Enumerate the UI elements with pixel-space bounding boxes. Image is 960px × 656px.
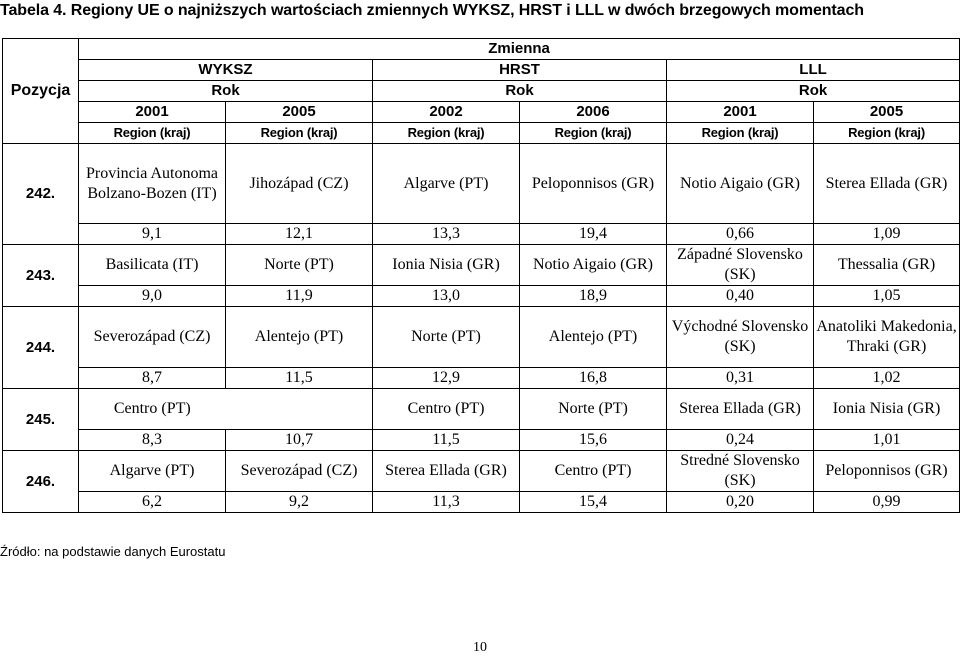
- year-cell: 2005: [226, 102, 373, 123]
- position-cell: 244.: [3, 307, 79, 389]
- position-cell: 245.: [3, 389, 79, 451]
- value-cell: 1,09: [814, 224, 960, 245]
- value-cell: 0,31: [667, 368, 814, 389]
- variable-header: Zmienna: [79, 39, 960, 60]
- value-cell: 1,02: [814, 368, 960, 389]
- region-cell: Basilicata (IT): [79, 245, 226, 286]
- region-cell: Algarve (PT): [373, 144, 520, 224]
- region-cell: Provincia Autonoma Bolzano-Bozen (IT): [79, 144, 226, 224]
- table-row: [3, 368, 960, 389]
- year-label-lll: Rok: [667, 81, 960, 102]
- region-cell: Notio Aigaio (GR): [520, 245, 667, 286]
- region-cell: Sterea Ellada (GR): [667, 389, 814, 430]
- region-cell: Ionia Nisia (GR): [373, 245, 520, 286]
- value-cell: 8,7: [79, 368, 226, 389]
- value-cell: 0,99: [814, 492, 960, 513]
- value-cell: 16,8: [520, 368, 667, 389]
- year-cell: 2001: [667, 102, 814, 123]
- region-header: Region (kraj): [814, 123, 960, 144]
- value-cell: 9,2: [226, 492, 373, 513]
- data-table: [2, 38, 960, 513]
- region-cell: Jihozápad (CZ): [226, 144, 373, 224]
- region-header: Region (kraj): [79, 123, 226, 144]
- value-cell: 6,2: [79, 492, 226, 513]
- value-cell: 11,5: [226, 368, 373, 389]
- value-cell: 12,1: [226, 224, 373, 245]
- region-cell: Thessalia (GR): [814, 245, 960, 286]
- region-cell: Sterea Ellada (GR): [814, 144, 960, 224]
- region-cell: Norte (PT): [373, 307, 520, 368]
- table-title: Tabela 4. Regiony UE o najniższych wartościach zmiennych WYKSZ, HRST i LLL w dwóch brzegowych momentach: [0, 2, 864, 19]
- table-row: [3, 245, 960, 286]
- table-row: [3, 492, 960, 513]
- position-cell: 242.: [3, 144, 79, 245]
- region-cell: Peloponnisos (GR): [520, 144, 667, 224]
- region-cell: Východné Slovensko (SK): [667, 307, 814, 368]
- value-cell: 0,20: [667, 492, 814, 513]
- region-cell: Stredné Slovensko (SK): [667, 451, 814, 492]
- value-cell: 13,3: [373, 224, 520, 245]
- region-cell: Norte (PT): [226, 245, 373, 286]
- value-cell: 1,05: [814, 286, 960, 307]
- position-cell: 246.: [3, 451, 79, 513]
- value-cell: 11,3: [373, 492, 520, 513]
- region-cell: Alentejo (PT): [226, 307, 373, 368]
- value-cell: 12,9: [373, 368, 520, 389]
- region-header: Region (kraj): [667, 123, 814, 144]
- year-label-wyksz: Rok: [79, 81, 373, 102]
- table-row: [3, 389, 960, 430]
- region-cell: Centro (PT): [373, 389, 520, 430]
- region-cell: Alentejo (PT): [520, 307, 667, 368]
- page-number: 10: [473, 640, 487, 655]
- group-header-lll: LLL: [667, 60, 960, 81]
- region-cell: Peloponnisos (GR): [814, 451, 960, 492]
- table-row: [3, 451, 960, 492]
- source-note: Źródło: na podstawie danych Eurostatu: [0, 544, 226, 559]
- position-header: Pozycja: [3, 39, 79, 144]
- value-cell: 11,5: [373, 430, 520, 451]
- table-row: [3, 224, 960, 245]
- value-cell: 0,40: [667, 286, 814, 307]
- region-cell: Severozápad (CZ): [79, 307, 226, 368]
- region-cell: Ionia Nisia (GR): [814, 389, 960, 430]
- region-cell: Centro (PT): [520, 451, 667, 492]
- region-cell: [226, 389, 373, 430]
- region-header: Region (kraj): [520, 123, 667, 144]
- value-cell: 9,1: [79, 224, 226, 245]
- table-row: [3, 430, 960, 451]
- value-cell: 1,01: [814, 430, 960, 451]
- value-cell: 15,4: [520, 492, 667, 513]
- value-cell: 9,0: [79, 286, 226, 307]
- year-cell: 2006: [520, 102, 667, 123]
- region-header: Region (kraj): [226, 123, 373, 144]
- region-cell: Centro (PT): [79, 389, 226, 430]
- value-cell: 0,24: [667, 430, 814, 451]
- year-cell: 2001: [79, 102, 226, 123]
- value-cell: 15,6: [520, 430, 667, 451]
- table-row: [3, 286, 960, 307]
- value-cell: 19,4: [520, 224, 667, 245]
- group-header-hrst: HRST: [373, 60, 667, 81]
- position-cell: 243.: [3, 245, 79, 307]
- value-cell: 0,66: [667, 224, 814, 245]
- year-cell: 2005: [814, 102, 960, 123]
- region-cell: Norte (PT): [520, 389, 667, 430]
- region-cell: Severozápad (CZ): [226, 451, 373, 492]
- region-cell: Algarve (PT): [79, 451, 226, 492]
- year-label-hrst: Rok: [373, 81, 667, 102]
- table-row: [3, 307, 960, 368]
- table-row: [3, 144, 960, 224]
- value-cell: 18,9: [520, 286, 667, 307]
- value-cell: 13,0: [373, 286, 520, 307]
- value-cell: 10,7: [226, 430, 373, 451]
- value-cell: 8,3: [79, 430, 226, 451]
- region-cell: Západné Slovensko (SK): [667, 245, 814, 286]
- region-cell: Sterea Ellada (GR): [373, 451, 520, 492]
- region-cell: Anatoliki Makedonia, Thraki (GR): [814, 307, 960, 368]
- group-header-wyksz: WYKSZ: [79, 60, 373, 81]
- region-header: Region (kraj): [373, 123, 520, 144]
- year-cell: 2002: [373, 102, 520, 123]
- region-cell: Notio Aigaio (GR): [667, 144, 814, 224]
- value-cell: 11,9: [226, 286, 373, 307]
